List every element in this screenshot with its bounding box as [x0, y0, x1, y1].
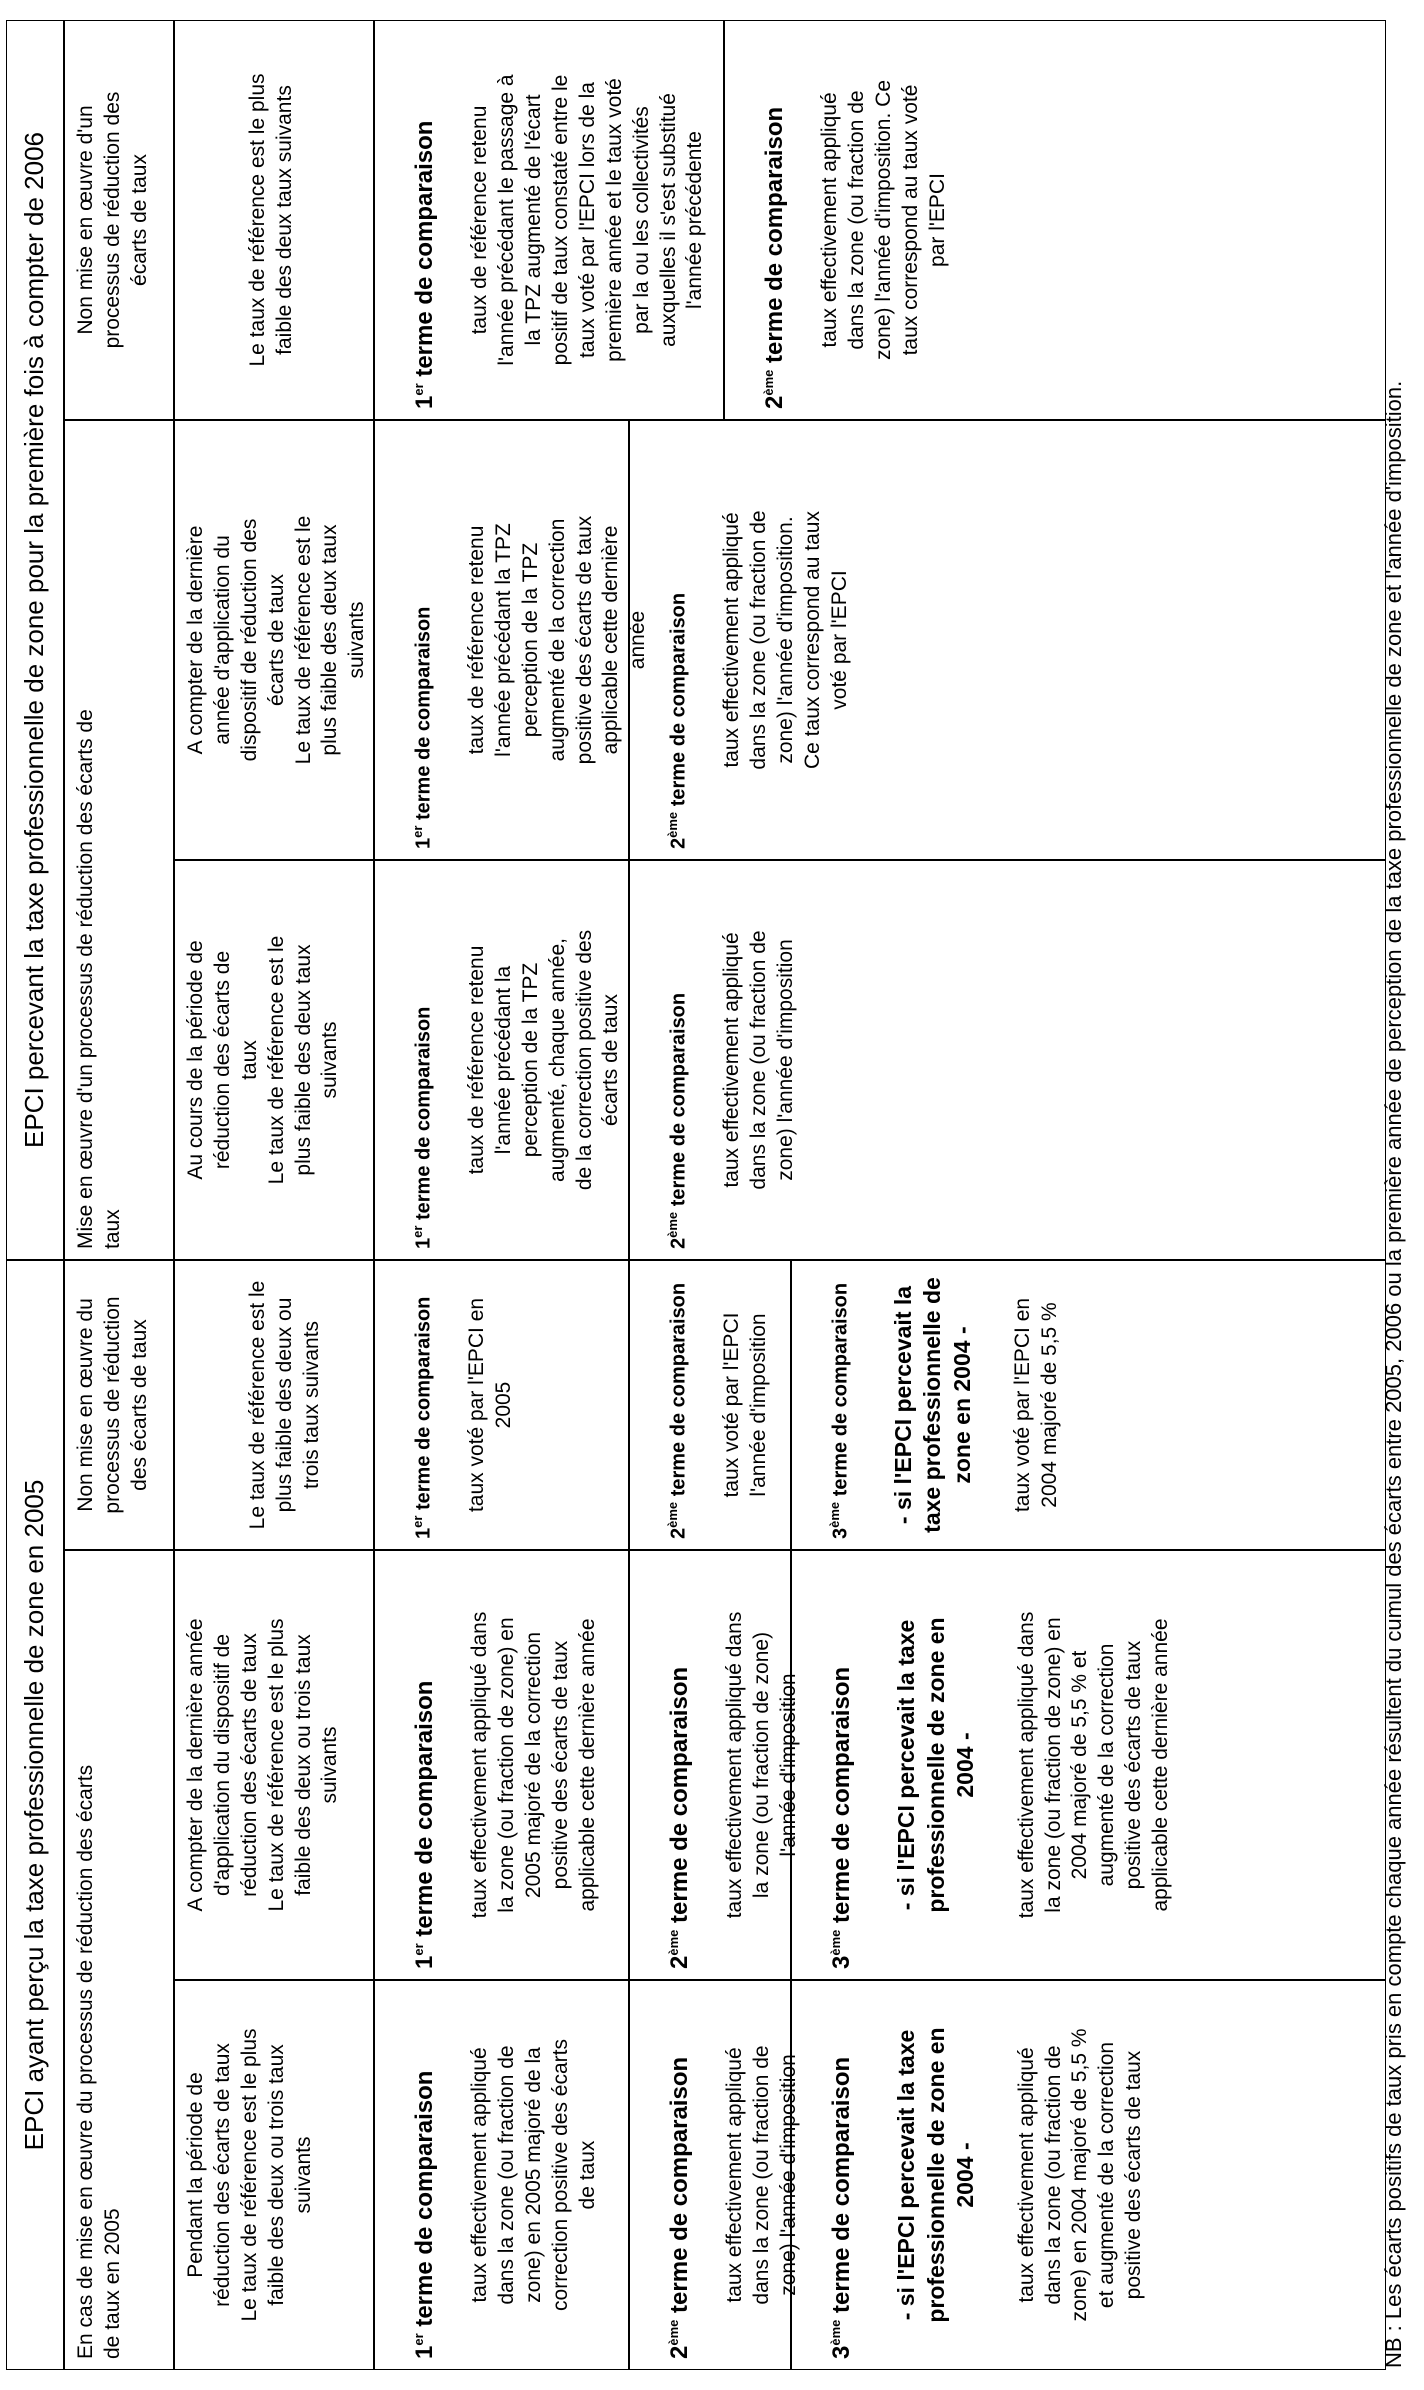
- right-reduction-header: Mise en œuvre d'un processus de réduction des écarts de taux: [64, 420, 174, 1260]
- left-period-non: Le taux de référence est le plus faible des deux ou trois taux suivants: [174, 1260, 374, 1550]
- right-term2-non: [724, 20, 1386, 420]
- term1-label: 1er terme de comparaison: [409, 1006, 435, 1249]
- term3-label: 3ème terme de comparaison: [827, 1666, 855, 1969]
- term3-label: 3ème terme de comparaison: [827, 2056, 855, 2359]
- left-title: EPCI ayant perçu la taxe professionnelle de zone en 2005: [6, 1260, 64, 2370]
- right-period-during: Au cours de la période de réduction des écarts de taux Le taux de référence est le plus faible des deux taux suivants: [174, 860, 374, 1260]
- term3-text: taux voté par l'EPCI en 2004 majoré de 5,5 %: [1011, 1297, 1062, 1513]
- left-period-after: A compter de la dernière année d'application du dispositif de réduction des écarts de taux Le taux de référence est le plus faible des deux ou trois taux suivants: [174, 1550, 374, 1980]
- left-term3-during: [791, 1980, 1386, 2370]
- right-term2-after: [629, 420, 1386, 860]
- term2-label: 2ème terme de comparaison: [664, 1282, 690, 1539]
- term1-text: taux voté par l'EPCI en 2005: [465, 1297, 515, 1513]
- term2-text: taux effectivement appliqué dans la zone (ou fraction de zone) l'année d'imposition. Ce taux correspond au taux voté par l'EPCI: [818, 80, 949, 361]
- left-term1-non: [374, 1260, 629, 1550]
- left-term3-after: [791, 1550, 1386, 1980]
- footnote: NB : Les écarts positifs de taux pris en compte chaque année résultent du cumul des écarts entre 2005, 2006 ou la première année de perception de la taxe professionnelle de zone et l'année d'imposition.: [1381, 380, 1406, 2368]
- term1-label: 1er terme de comparaison: [410, 1680, 438, 1969]
- term3-condition: - si l'EPCI percevait la taxe professionnelle de zone en 2004 -: [890, 1277, 975, 1533]
- term2-text: taux effectivement appliqué dans la zone (ou fraction de zone) l'année d'imposition. Ce taux correspond au taux voté par l'EPCI: [720, 510, 851, 770]
- term1-text: taux effectivement appliqué dans la zone (ou fraction de zone) en 2005 majoré de la correction positive des écarts de taux applicable cette dernière année: [468, 1611, 599, 1919]
- right-title: EPCI percevant la taxe professionnelle de zone pour la première fois à compter de 2006: [6, 20, 64, 1260]
- term2-label: 2ème terme de comparaison: [665, 1666, 693, 1969]
- left-term3-non: [791, 1260, 1386, 1550]
- right-term1-during: [374, 860, 629, 1260]
- right-term1-after: [374, 420, 650, 860]
- left-term2-non: [629, 1260, 791, 1550]
- term2-text: taux effectivement appliqué dans la zone (ou fraction de zone) l'année d'imposition: [723, 1611, 801, 1919]
- left-non-reduction-header: Non mise en œuvre du processus de réduction des écarts de taux: [64, 1260, 174, 1550]
- term1-text: taux effectivement appliqué dans la zone (ou fraction de zone) en 2005 majoré de la correction positive des écarts de taux: [468, 2039, 599, 2311]
- term2-label: 2ème terme de comparaison: [665, 2056, 693, 2359]
- term2-text: taux effectivement appliqué dans la zone (ou fraction de zone) l'année d'imposition: [720, 930, 797, 1190]
- left-reduction-header: En cas de mise en œuvre du processus de réduction des écarts de taux en 2005: [64, 1550, 174, 2370]
- term1-text: taux de référence retenu l'année précédant la TPZ perception de la TPZ augmenté de la correction positive des écarts de taux applicable cette dernière année: [465, 515, 650, 765]
- term2-label: 2ème terme de comparaison: [664, 592, 690, 849]
- term2-text: taux voté par l'EPCI l'année d'imposition: [720, 1312, 770, 1498]
- term2-label: 2ème terme de comparaison: [760, 106, 788, 409]
- left-term2-after: [629, 1550, 801, 1980]
- term3-condition: - si l'EPCI percevait la taxe professionnelle de zone en 2004 -: [893, 1617, 979, 1913]
- left-term1-after: [374, 1550, 629, 1980]
- term1-label: 1er terme de comparaison: [409, 1296, 435, 1539]
- term1-text: taux de référence retenu l'année précédant le passage à la TPZ augmenté de l'écart positif de taux constaté entre le taux voté par l'EPCI lors de la première année et le taux voté par la ou les collectivités auxquelles il s'est substitué l'année précédente: [468, 74, 707, 366]
- term1-label: 1er terme de comparaison: [410, 120, 438, 409]
- left-term1-during: [374, 1980, 629, 2370]
- right-term2-during: [629, 860, 1386, 1260]
- term3-text: taux effectivement appliqué dans la zone (ou fraction de zone) en 2004 majoré de 5,5 % et augmenté de la correction positive des écarts de taux: [1014, 2028, 1146, 2322]
- right-period-after: A compter de la dernière année d'application du dispositif de réduction des écarts de taux Le taux de référence est le plus faible des deux taux suivants: [174, 420, 374, 860]
- right-period-non: Le taux de référence est le plus faible des deux taux suivants: [174, 20, 374, 420]
- term1-label: 1er terme de comparaison: [409, 606, 435, 849]
- term3-condition: - si l'EPCI percevait la taxe professionnelle de zone en 2004 -: [893, 2027, 979, 2323]
- left-period-during: Pendant la période de réduction des écarts de taux Le taux de référence est le plus faible des deux ou trois taux suivants: [174, 1980, 374, 2370]
- right-non-reduction-header: Non mise en œuvre d'un processus de réduction des écarts de taux: [64, 20, 174, 420]
- term3-label: 3ème terme de comparaison: [826, 1282, 852, 1539]
- term1-text: taux de référence retenu l'année précédant la perception de la TPZ augmenté, chaque année, de la correction positive des écarts de taux: [465, 929, 623, 1191]
- term1-label: 1er terme de comparaison: [410, 2070, 438, 2359]
- term2-label: 2ème terme de comparaison: [664, 992, 690, 1249]
- right-term1-non: [374, 20, 724, 420]
- term3-text: taux effectivement appliqué dans la zone (ou fraction de zone) en 2004 majoré de 5,5 % et augmenté de la correction positive des écarts de taux applicable cette dernière année: [1014, 1611, 1173, 1919]
- term2-text: taux effectivement appliqué dans la zone (ou fraction de zone) l'année d'imposition: [723, 2045, 801, 2305]
- left-term2-during: [629, 1980, 801, 2370]
